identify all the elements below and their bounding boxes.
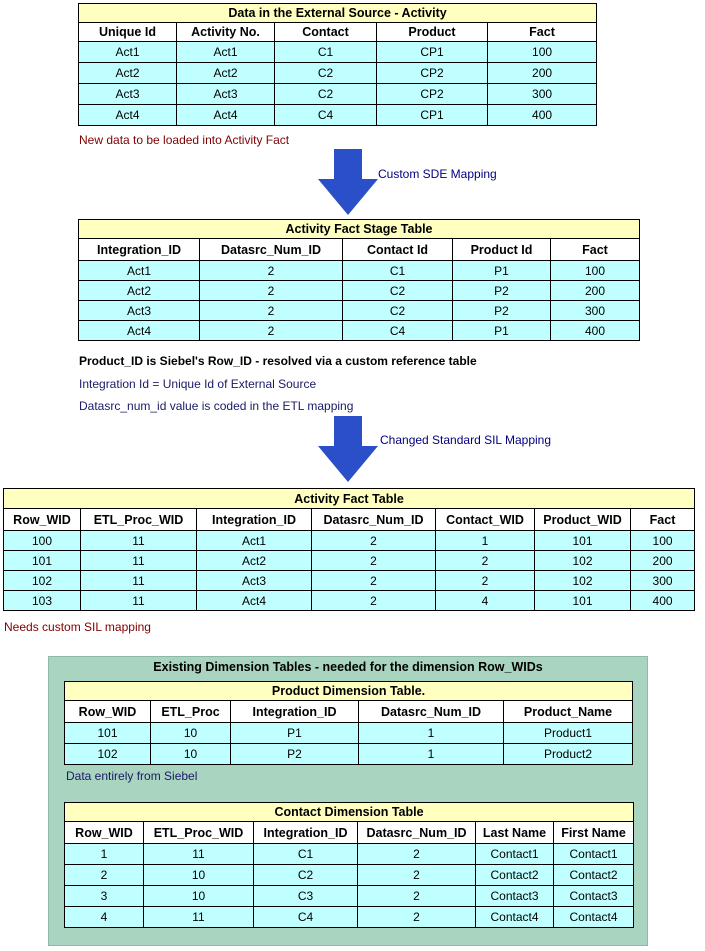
table-cell: Product1 — [504, 723, 633, 744]
activity-fact-stage-table — [78, 219, 640, 341]
table-cell: P1 — [453, 261, 551, 281]
column-header: Datasrc_Num_ID — [312, 509, 436, 531]
table-title: Product Dimension Table. — [65, 682, 633, 701]
column-header: Datasrc_Num_ID — [358, 822, 476, 844]
table-cell: Contact2 — [554, 865, 634, 886]
table-cell: C1 — [254, 844, 358, 865]
table-cell: 101 — [4, 551, 81, 571]
table-cell: Act3 — [79, 301, 200, 321]
table-cell: Act1 — [79, 261, 200, 281]
integration-id-note: Integration Id = Unique Id of External Source — [79, 377, 317, 391]
table-cell: 2 — [65, 865, 144, 886]
column-header: Datasrc_Num_ID — [200, 239, 343, 261]
table-cell: Act4 — [79, 321, 200, 341]
column-header: Last Name — [476, 822, 554, 844]
contact-dimension-table — [64, 802, 634, 928]
fact-note: Needs custom SIL mapping — [4, 620, 151, 634]
table-cell: 2 — [312, 551, 436, 571]
table-cell: CP2 — [377, 84, 488, 105]
table-row — [79, 261, 640, 281]
table-cell: 2 — [436, 551, 535, 571]
table-cell: Product2 — [504, 744, 633, 765]
column-header: Unique Id — [79, 23, 177, 42]
table-cell: 2 — [312, 531, 436, 551]
table-cell: Act2 — [177, 63, 275, 84]
table-cell: Contact1 — [554, 844, 634, 865]
column-header: Datasrc_Num_ID — [359, 701, 504, 723]
column-header: Product_Name — [504, 701, 633, 723]
table-cell: C2 — [254, 865, 358, 886]
down-arrow-icon — [318, 149, 378, 215]
table-cell: 11 — [81, 551, 197, 571]
external-source-table — [78, 3, 597, 126]
table-cell: 2 — [200, 281, 343, 301]
table-cell: 101 — [65, 723, 151, 744]
table-cell: Contact3 — [554, 886, 634, 907]
column-header: Activity No. — [177, 23, 275, 42]
table-cell: 100 — [4, 531, 81, 551]
table-cell: CP1 — [377, 105, 488, 126]
column-header: Fact — [551, 239, 640, 261]
table-row — [65, 723, 633, 744]
table-cell: Act2 — [79, 63, 177, 84]
column-header: Integration_ID — [254, 822, 358, 844]
table-cell: 200 — [631, 551, 695, 571]
table-row — [79, 42, 597, 63]
table-cell: 2 — [358, 907, 476, 928]
table-cell: Contact1 — [476, 844, 554, 865]
table-cell: CP2 — [377, 63, 488, 84]
table-title-row — [79, 4, 597, 23]
table-cell: C2 — [343, 281, 453, 301]
table-cell: Contact3 — [476, 886, 554, 907]
table-cell: 100 — [631, 531, 695, 551]
table-title-row — [65, 682, 633, 701]
table-cell: 100 — [488, 42, 597, 63]
table-cell: 101 — [535, 531, 631, 551]
table-cell: 100 — [551, 261, 640, 281]
table-cell: 11 — [81, 531, 197, 551]
table-cell: C4 — [254, 907, 358, 928]
table-cell: C1 — [275, 42, 377, 63]
table-title: Contact Dimension Table — [65, 803, 634, 822]
table-cell: 11 — [144, 907, 254, 928]
table-title: Activity Fact Stage Table — [79, 220, 640, 239]
table-cell: P1 — [231, 723, 359, 744]
external-note: New data to be loaded into Activity Fact — [79, 133, 290, 147]
table-cell: Contact4 — [476, 907, 554, 928]
table-cell: 10 — [144, 886, 254, 907]
table-header-row — [79, 239, 640, 261]
column-header: Contact_WID — [436, 509, 535, 531]
table-cell: Act3 — [79, 84, 177, 105]
table-cell: C4 — [343, 321, 453, 341]
table-title-row — [65, 803, 634, 822]
table-cell: 4 — [436, 591, 535, 611]
table-title: Data in the External Source - Activity — [79, 4, 597, 23]
table-cell: 10 — [151, 744, 231, 765]
table-cell: Act3 — [197, 571, 312, 591]
table-cell: 10 — [151, 723, 231, 744]
table-cell: 200 — [551, 281, 640, 301]
datasrc-num-id-note: Datasrc_num_id value is coded in the ETL mapping — [79, 399, 354, 413]
table-cell: 300 — [488, 84, 597, 105]
table-title-row — [4, 489, 695, 509]
column-header: Product — [377, 23, 488, 42]
table-row — [4, 531, 695, 551]
table-cell: 2 — [358, 865, 476, 886]
table-cell: 2 — [200, 301, 343, 321]
table-row — [4, 571, 695, 591]
table-cell: Contact4 — [554, 907, 634, 928]
table-cell: C4 — [275, 105, 377, 126]
table-cell: 1 — [436, 531, 535, 551]
table-header-row — [65, 822, 634, 844]
table-cell: C2 — [275, 84, 377, 105]
down-arrow-icon — [318, 416, 378, 482]
table-header-row — [65, 701, 633, 723]
column-header: Product_WID — [535, 509, 631, 531]
table-cell: 102 — [65, 744, 151, 765]
table-row — [65, 844, 634, 865]
table-cell: 11 — [81, 571, 197, 591]
table-cell: Act1 — [177, 42, 275, 63]
product-id-note: Product_ID is Siebel's Row_ID - resolved via a custom reference table — [79, 354, 477, 368]
product-dim-note: Data entirely from Siebel — [66, 769, 198, 783]
column-header: ETL_Proc_WID — [81, 509, 197, 531]
table-row — [79, 105, 597, 126]
table-cell: Act4 — [197, 591, 312, 611]
table-cell: 2 — [436, 571, 535, 591]
column-header: Integration_ID — [197, 509, 312, 531]
column-header: ETL_Proc — [151, 701, 231, 723]
table-cell: 102 — [535, 571, 631, 591]
table-header-row — [4, 509, 695, 531]
column-header: Integration_ID — [231, 701, 359, 723]
table-cell: Act4 — [79, 105, 177, 126]
table-cell: 2 — [358, 844, 476, 865]
table-row — [65, 744, 633, 765]
product-dimension-table — [64, 681, 633, 765]
table-cell: 300 — [631, 571, 695, 591]
table-row — [65, 907, 634, 928]
column-header: Contact — [275, 23, 377, 42]
column-header: Row_WID — [65, 701, 151, 723]
column-header: First Name — [554, 822, 634, 844]
table-cell: 2 — [200, 261, 343, 281]
table-cell: 102 — [535, 551, 631, 571]
table-cell: P1 — [453, 321, 551, 341]
table-cell: 2 — [312, 571, 436, 591]
table-cell: P2 — [453, 301, 551, 321]
table-cell: 1 — [359, 723, 504, 744]
table-cell: 2 — [358, 886, 476, 907]
table-cell: C2 — [275, 63, 377, 84]
table-cell: 102 — [4, 571, 81, 591]
table-row — [79, 321, 640, 341]
table-header-row — [79, 23, 597, 42]
table-cell: 101 — [535, 591, 631, 611]
table-title: Activity Fact Table — [4, 489, 695, 509]
column-header: Fact — [631, 509, 695, 531]
table-cell: 2 — [200, 321, 343, 341]
table-cell: 11 — [144, 844, 254, 865]
table-row — [65, 865, 634, 886]
table-cell: C2 — [343, 301, 453, 321]
column-header: Integration_ID — [79, 239, 200, 261]
column-header: Row_WID — [4, 509, 81, 531]
table-cell: 103 — [4, 591, 81, 611]
table-cell: 1 — [359, 744, 504, 765]
table-row — [79, 301, 640, 321]
table-row — [4, 591, 695, 611]
dimension-panel-title: Existing Dimension Tables - needed for the dimension Row_WIDs — [153, 660, 543, 674]
table-cell: 3 — [65, 886, 144, 907]
activity-fact-table — [3, 488, 695, 611]
table-cell: 10 — [144, 865, 254, 886]
table-cell: Act2 — [79, 281, 200, 301]
table-cell: Contact2 — [476, 865, 554, 886]
table-cell: Act1 — [79, 42, 177, 63]
table-cell: P2 — [453, 281, 551, 301]
table-cell: CP1 — [377, 42, 488, 63]
column-header: ETL_Proc_WID — [144, 822, 254, 844]
column-header: Fact — [488, 23, 597, 42]
column-header: Row_WID — [65, 822, 144, 844]
table-cell: C1 — [343, 261, 453, 281]
table-cell: 400 — [631, 591, 695, 611]
table-cell: 1 — [65, 844, 144, 865]
table-cell: 400 — [488, 105, 597, 126]
table-cell: C3 — [254, 886, 358, 907]
table-cell: 4 — [65, 907, 144, 928]
table-cell: 300 — [551, 301, 640, 321]
table-row — [79, 63, 597, 84]
table-row — [65, 886, 634, 907]
table-cell: 2 — [312, 591, 436, 611]
column-header: Product Id — [453, 239, 551, 261]
table-cell: Act3 — [177, 84, 275, 105]
table-row — [79, 281, 640, 301]
table-cell: Act1 — [197, 531, 312, 551]
table-row — [4, 551, 695, 571]
table-row — [79, 84, 597, 105]
table-cell: 400 — [551, 321, 640, 341]
custom-sde-mapping-label: Custom SDE Mapping — [378, 167, 497, 181]
table-cell: Act2 — [197, 551, 312, 571]
column-header: Contact Id — [343, 239, 453, 261]
changed-sil-mapping-label: Changed Standard SIL Mapping — [380, 433, 552, 447]
table-title-row — [79, 220, 640, 239]
table-cell: 11 — [81, 591, 197, 611]
table-cell: P2 — [231, 744, 359, 765]
table-cell: 200 — [488, 63, 597, 84]
table-cell: Act4 — [177, 105, 275, 126]
